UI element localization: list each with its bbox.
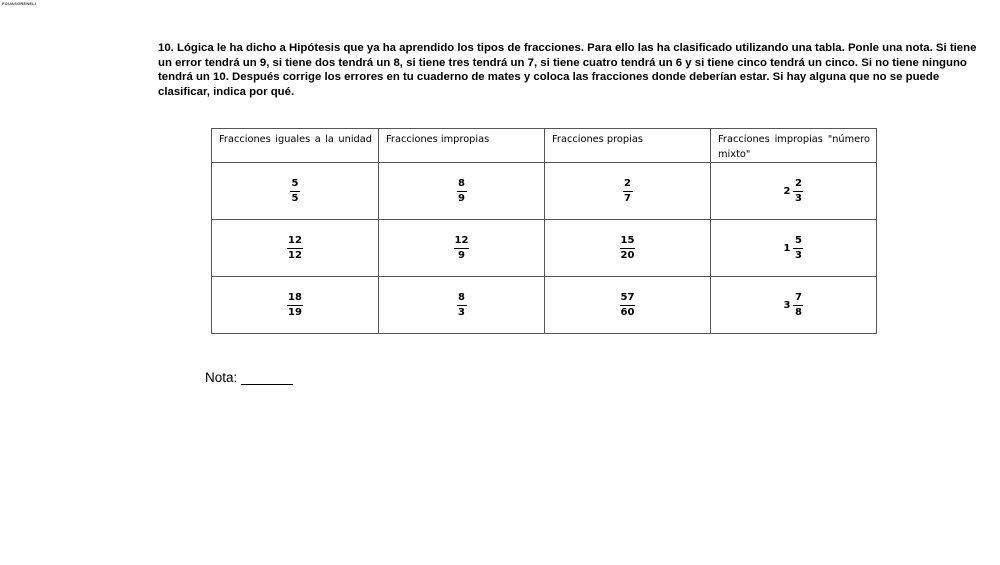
numerator: 8 (457, 292, 467, 306)
denominator: 7 (624, 192, 631, 204)
table-row (212, 277, 877, 334)
whole-part: 1 (783, 242, 791, 254)
header-fracciones-propias: Fracciones propias (545, 129, 711, 163)
table-cell (711, 220, 877, 277)
denominator: 9 (458, 249, 465, 261)
mixed-number (784, 292, 804, 319)
numerator: 12 (287, 235, 303, 249)
fraction (457, 178, 467, 205)
table-cell (545, 277, 711, 334)
table-header-row (212, 129, 877, 163)
numerator: 7 (793, 292, 803, 306)
fractions-table (211, 128, 877, 334)
table-cell (711, 163, 877, 220)
whole-part: 3 (783, 299, 791, 311)
table-cell (379, 220, 545, 277)
fraction (457, 292, 467, 319)
table-cell (212, 163, 379, 220)
fraction (793, 235, 803, 262)
numerator: 5 (793, 235, 803, 249)
table-cell (379, 163, 545, 220)
header-fracciones-unidad: Fracciones iguales a la unidad (212, 129, 379, 163)
numerator: 18 (287, 292, 303, 306)
denominator: 60 (620, 306, 635, 318)
table-cell (545, 220, 711, 277)
fraction (620, 235, 636, 262)
denominator: 3 (795, 249, 802, 261)
numerator: 15 (620, 235, 636, 249)
numerator: 2 (793, 178, 803, 192)
header-fracciones-impropias: Fracciones impropias (379, 129, 545, 163)
fraction (623, 178, 633, 205)
numerator: 2 (623, 178, 633, 192)
table-cell (212, 220, 379, 277)
denominator: 12 (288, 249, 302, 261)
table-cell (379, 277, 545, 334)
table-row (212, 220, 877, 277)
fraction (793, 178, 803, 205)
header-numero-mixto: Fracciones impropias "número mixto" (711, 129, 877, 163)
numerator: 5 (290, 178, 300, 192)
denominator: 3 (795, 192, 802, 204)
mixed-number (784, 235, 804, 262)
fraction (287, 235, 303, 262)
exercise-instructions: 10. Lógica le ha dicho a Hipótesis que ya ha aprendido los tipos de fracciones. Para ello las ha clasificado utilizando una tabla. Ponle una nota. Si tiene un error tendrá un 9, si tiene dos tendrá un 8, si tiene tres tendrá un 7, si tiene cuatro tendrá un 6 y si tiene cinco tendrá un cinco. Si no tiene ninguno tendrá un 10. Después corrige los errores en tu cuaderno de mates y coloca las fracciones donde deberían estar. Si hay alguna que no se puede clasificar, indica por qué. (158, 42, 977, 98)
whole-part: 2 (783, 185, 791, 197)
table-cell (545, 163, 711, 220)
fraction (620, 292, 636, 319)
fraction (793, 292, 803, 319)
table-cell (711, 277, 877, 334)
denominator: 19 (288, 306, 302, 318)
table-cell (212, 277, 379, 334)
grade-blank[interactable] (241, 371, 293, 385)
denominator: 3 (458, 306, 465, 318)
grade-label: Nota: (205, 370, 238, 385)
mixed-number (784, 178, 804, 205)
denominator: 5 (291, 192, 299, 204)
denominator: 20 (620, 249, 635, 261)
brand-logo: FOUASGRENELI (2, 1, 37, 6)
fraction (290, 178, 300, 205)
fraction (287, 292, 303, 319)
numerator: 12 (454, 235, 470, 249)
denominator: 9 (458, 192, 465, 204)
numerator: 57 (620, 292, 636, 306)
denominator: 8 (795, 306, 802, 318)
fraction (454, 235, 470, 262)
numerator: 8 (457, 178, 467, 192)
grade-field (205, 370, 293, 385)
table-row (212, 163, 877, 220)
